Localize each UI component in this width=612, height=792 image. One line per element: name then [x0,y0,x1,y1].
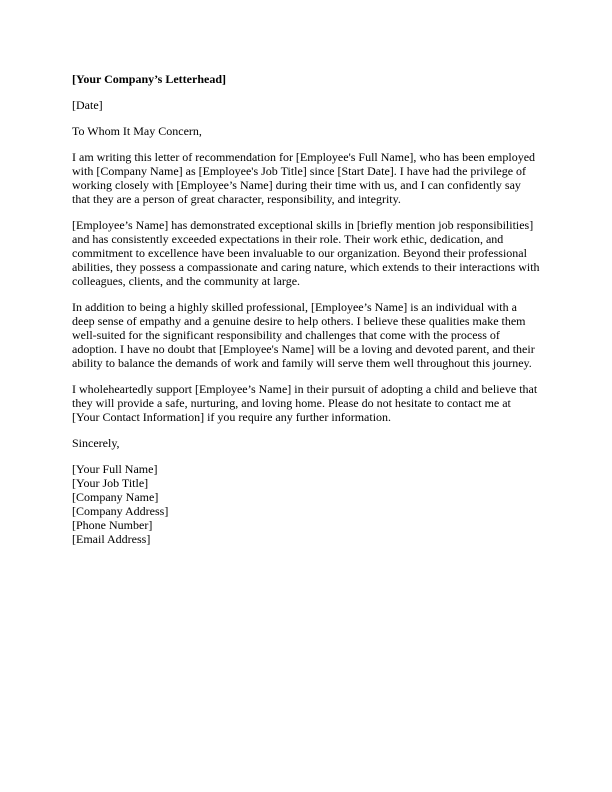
signature-email-address: [Email Address] [72,532,151,546]
paragraph-line: and has consistently exceeded expectations in their role. Their work ethic, dedication, and [72,232,504,246]
closing: Sincerely, [72,436,120,450]
paragraph-line: ability to balance the demands of work and family will serve them well throughout this journey. [72,356,532,370]
paragraph-line: well-suited for the significant responsibility and challenges that come with the process of [72,328,500,342]
paragraph-line: that they are a person of great character, responsibility, and integrity. [72,192,401,206]
paragraph-line: they will provide a safe, nurturing, and loving home. Please do not hesitate to contact me at [72,396,511,410]
paragraph-line: In addition to being a highly skilled professional, [Employee’s Name] is an individual with a [72,300,517,314]
signature-full-name: [Your Full Name] [72,462,158,476]
body-paragraph-1 [72,150,542,206]
paragraph-line: [Employee’s Name] has demonstrated exceptional skills in [briefly mention job responsibilities] [72,218,534,232]
body-paragraph-4 [72,382,542,424]
paragraph-line: adoption. I have no doubt that [Employee's Name] will be a loving and devoted parent, and their [72,342,535,356]
body-paragraph-3 [72,300,542,370]
paragraph-line: I am writing this letter of recommendation for [Employee's Full Name], who has been employed [72,150,536,164]
letter-date: [Date] [72,98,103,112]
paragraph-line: commitment to excellence have been invaluable to our organization. Beyond their professional [72,246,527,260]
paragraph-line: with [Company Name] as [Employee's Job Title] since [Start Date]. I have had the privilege of [72,164,527,178]
paragraph-line: I wholeheartedly support [Employee’s Name] in their pursuit of adopting a child and believe that [72,382,538,396]
paragraph-line: abilities, they possess a compassionate and caring nature, which extends to their interactions with [72,260,540,274]
paragraph-line: working closely with [Employee’s Name] during their time with us, and I can confidently say [72,178,521,192]
letter-page [72,72,542,546]
letterhead: [Your Company’s Letterhead] [72,72,226,86]
signature-block [72,462,542,546]
paragraph-line: [Your Contact Information] if you require any further information. [72,410,392,424]
signature-company-address: [Company Address] [72,504,169,518]
body-paragraph-2 [72,218,542,288]
salutation: To Whom It May Concern, [72,124,202,138]
paragraph-line: deep sense of empathy and a genuine desire to help others. I believe these qualities make them [72,314,526,328]
signature-company-name: [Company Name] [72,490,159,504]
signature-phone-number: [Phone Number] [72,518,153,532]
signature-job-title: [Your Job Title] [72,476,149,490]
paragraph-line: colleagues, clients, and the community at large. [72,274,301,288]
